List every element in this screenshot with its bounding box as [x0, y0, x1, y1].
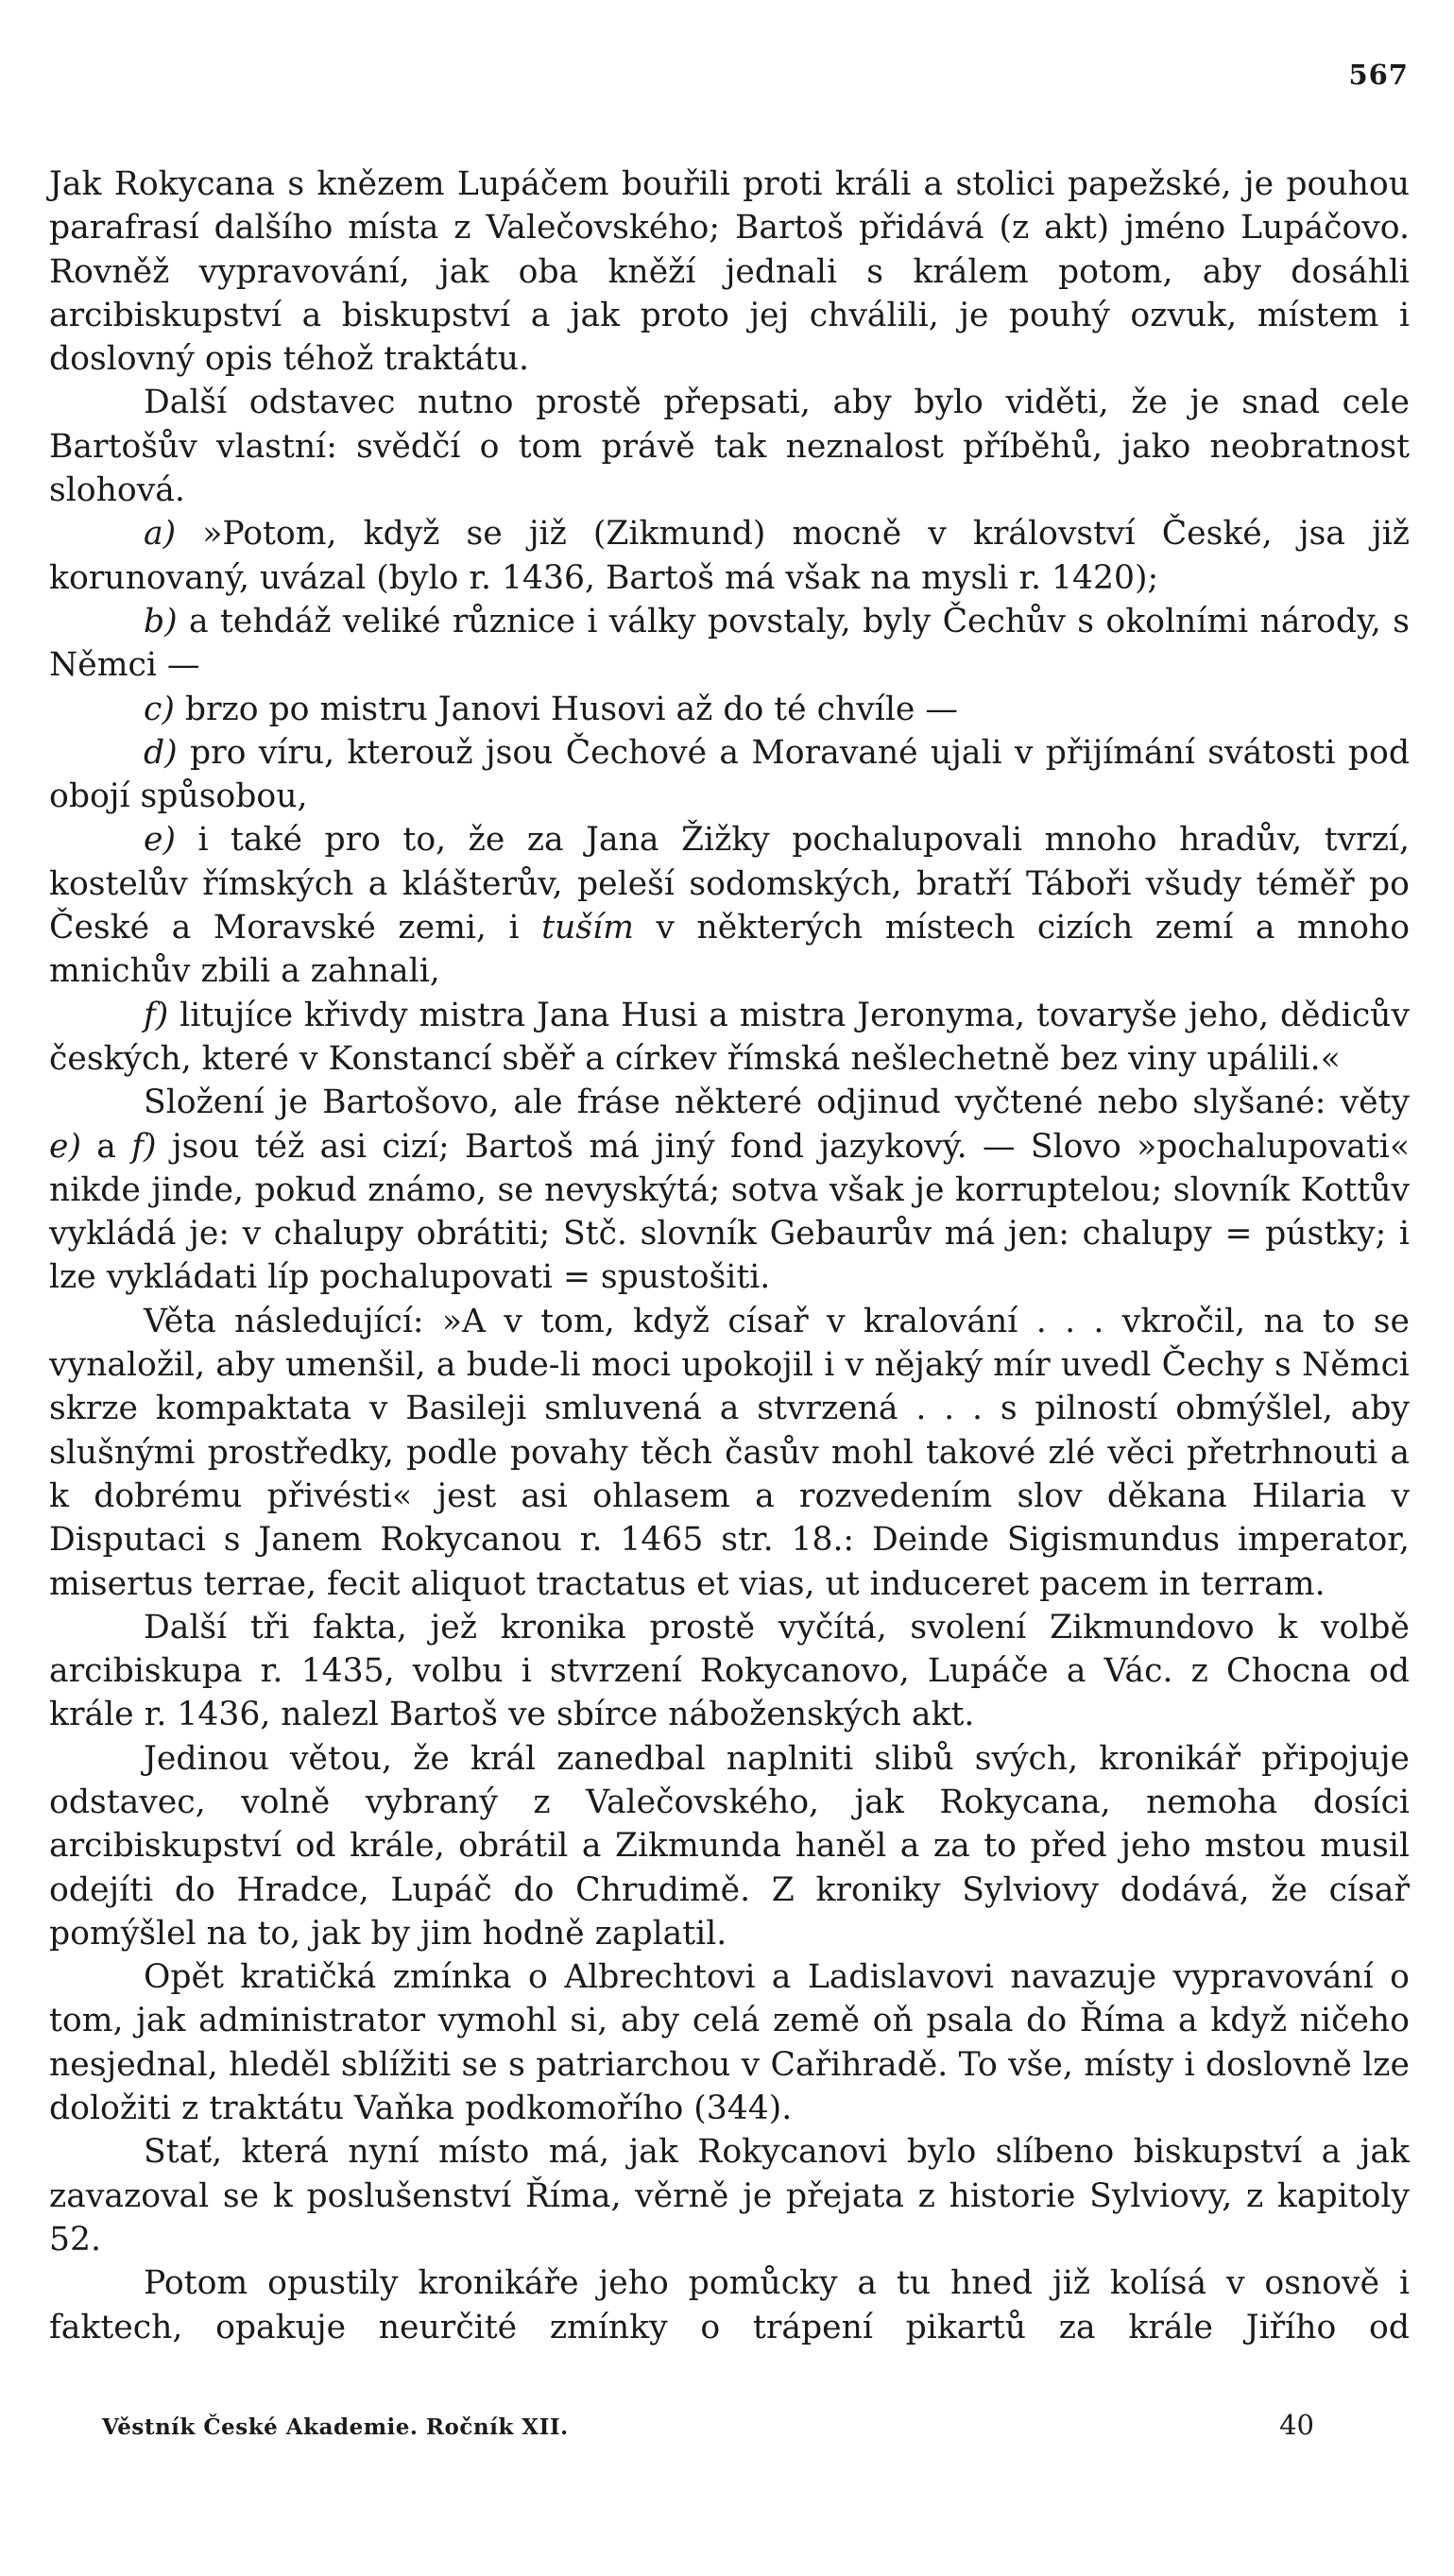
- enum-letter: d): [144, 733, 178, 772]
- enum-text: a tehdáž veliké různice i války povstaly, byly Čechův s okolními národy, s Němci —: [49, 602, 1410, 685]
- paragraph-text: Složení je Bartošovo, ale fráse některé odjinud vyčtené nebo slyšané: věty: [144, 1083, 1410, 1122]
- paragraph: Jak Rokycana s knězem Lupáčem bouřili proti králi a stolici papežské, je pouhou parafrasí dalšího místa z Valečovského; Bartoš přidává (z akt) jméno Lupáčovo. Rovněž vypravování, jak oba kněží jednali s králem potom, aby dosáhli arcibiskupství a biskupství a jak proto jej chválili, je pouhý ozvuk, místem i doslovný opis téhož traktátu.: [49, 165, 1410, 379]
- paragraph: Další odstavec nutno prostě přepsati, aby bylo viděti, že je snad cele Bartošův vlastní: svědčí o tom právě tak neznalost příběhů, jako neobratnost slohová.: [49, 384, 1410, 510]
- paragraph: Stať, která nyní místo má, jak Rokycanovi bylo slíbeno biskupství a jak zavazoval se k poslušenství Říma, věrně je přejata z historie Sylviovy, z kapitoly 52.: [49, 2133, 1410, 2259]
- enum-letter: c): [144, 690, 175, 728]
- enum-letter: b): [144, 602, 178, 640]
- enumerated-paragraph: [49, 512, 1410, 600]
- paragraph-continued: Potom opustily kronikáře jeho pomůcky a tu hned již kolísá v osnově i faktech, opakuje neurčité zmínky o trápení pikartů za krále Jiřího od: [49, 2264, 1410, 2346]
- enumerated-paragraph: [49, 731, 1410, 819]
- enum-text: brzo po mistru Janovi Husovi až do té chvíle —: [184, 690, 958, 728]
- reference-letter: f): [131, 1127, 157, 1166]
- page-footer: [102, 2401, 1314, 2441]
- enum-text: »Potom, když se již (Zikmund) mocně v království České, jsa již korunovaný, uvázal (bylo r. 1436, Bartoš má však na mysli r. 1420);: [49, 515, 1411, 597]
- enumerated-paragraph: [49, 818, 1410, 993]
- body-text: [49, 162, 1410, 2349]
- paragraph-text: a: [80, 1127, 132, 1166]
- page-number: 567: [1348, 59, 1409, 91]
- paragraph: Opět kratičká zmínka o Albrechtovi a Ladislavovi navazuje vypravování o tom, jak administrator vymohl si, aby celá země oň psala do Říma a když ničeho nesjednal, hleděl sblížiti se s patriarchou v Cařihradě. To vše, místy i doslovně lze doložiti z traktátu Vaňka podkomořího (344).: [49, 1958, 1410, 2128]
- paragraph: Jedinou větou, že král zanedbal naplniti slibů svých, kronikář připojuje odstavec, volně vybraný z Valečovského, jak Rokycana, nemoha dosíci arcibiskupství od krále, obrátil a Zikmunda haněl a za to před jeho mstou musil odejíti do Hradce, Lupáč do Chrudimě. Z kroniky Sylviovy dodává, že císař pomýšlel na to, jak by jim hodně zaplatil.: [49, 1739, 1410, 1953]
- enumerated-paragraph: [49, 688, 1410, 731]
- reference-letter: e): [49, 1127, 81, 1166]
- enumerated-paragraph: [49, 994, 1410, 1082]
- sheet-number: 40: [1279, 2409, 1314, 2441]
- enumerated-paragraph: [49, 600, 1410, 688]
- enum-text: pro víru, kterouž jsou Čechové a Moravané ujali v přijímání svátosti pod obojí spůsobou,: [49, 733, 1410, 816]
- italic-word: tuším: [541, 909, 634, 947]
- paragraph: [49, 1081, 1410, 1299]
- enum-letter: f): [144, 996, 169, 1034]
- enum-text: litujíce křivdy mistra Jana Husi a mistra Jeronyma, tovaryše jeho, dědicův českých, které v Konstancí sběř a církev římská nešlechetně bez viny upálili.«: [49, 996, 1410, 1078]
- enum-text: i také pro to, že za Jana Žižky pochalupovali mnoho hradův, tvrzí, kostelův římských a klášterův, peleší sodomských, bratří Táboři všudy téměř po České a Moravské zemi, i: [49, 821, 1410, 947]
- paragraph: Další tři fakta, jež kronika prostě vyčítá, svolení Zikmundovo k volbě arcibiskupa r. 1435, volbu i stvrzení Rokycanovo, Lupáče a Vác. z Chocna od krále r. 1436, nalezl Bartoš ve sbírce náboženských akt.: [49, 1608, 1410, 1734]
- enum-text: v některých místech cizích zemí a mnoho mnichův zbili a zahnali,: [49, 909, 1411, 991]
- journal-title: Věstník České Akademie. Ročník XII.: [102, 2414, 569, 2440]
- paragraph-text: jsou též asi cizí; Bartoš má jiný fond jazykový. — Slovo »pochalupovati« nikde jinde, pokud známo, se nevyskýtá; sotva však je korruptelou; slovník Kottův vykládá je: v chalupy obrátiti; Stč. slovník Gebaurův má jen: chalupy = pústky; i lze vykládati líp pochalupovati = spustošiti.: [49, 1127, 1410, 1297]
- paragraph: Věta následující: »A v tom, když císař v kralování . . . vkročil, na to se vynaložil, aby umenšil, a bude-li moci upokojil i v nějaký mír uvedl Čechy s Němci skrze kompaktata v Basileji smluvená a stvrzená . . . s pilností obmýšlel, aby slušnými prostředky, podle povahy těch časův mohl takové zlé věci přetrhnouti a k dobrému přivésti« jest asi ohlasem a rozvedením slov děkana Hilaria v Disputaci s Janem Rokycanou r. 1465 str. 18.: Deinde Sigismundus imperator, misertus terrae, fecit aliquot tractatus et vias, ut induceret pacem in terram.: [49, 1302, 1410, 1603]
- enum-letter: e): [144, 821, 176, 860]
- enum-letter: a): [144, 515, 177, 554]
